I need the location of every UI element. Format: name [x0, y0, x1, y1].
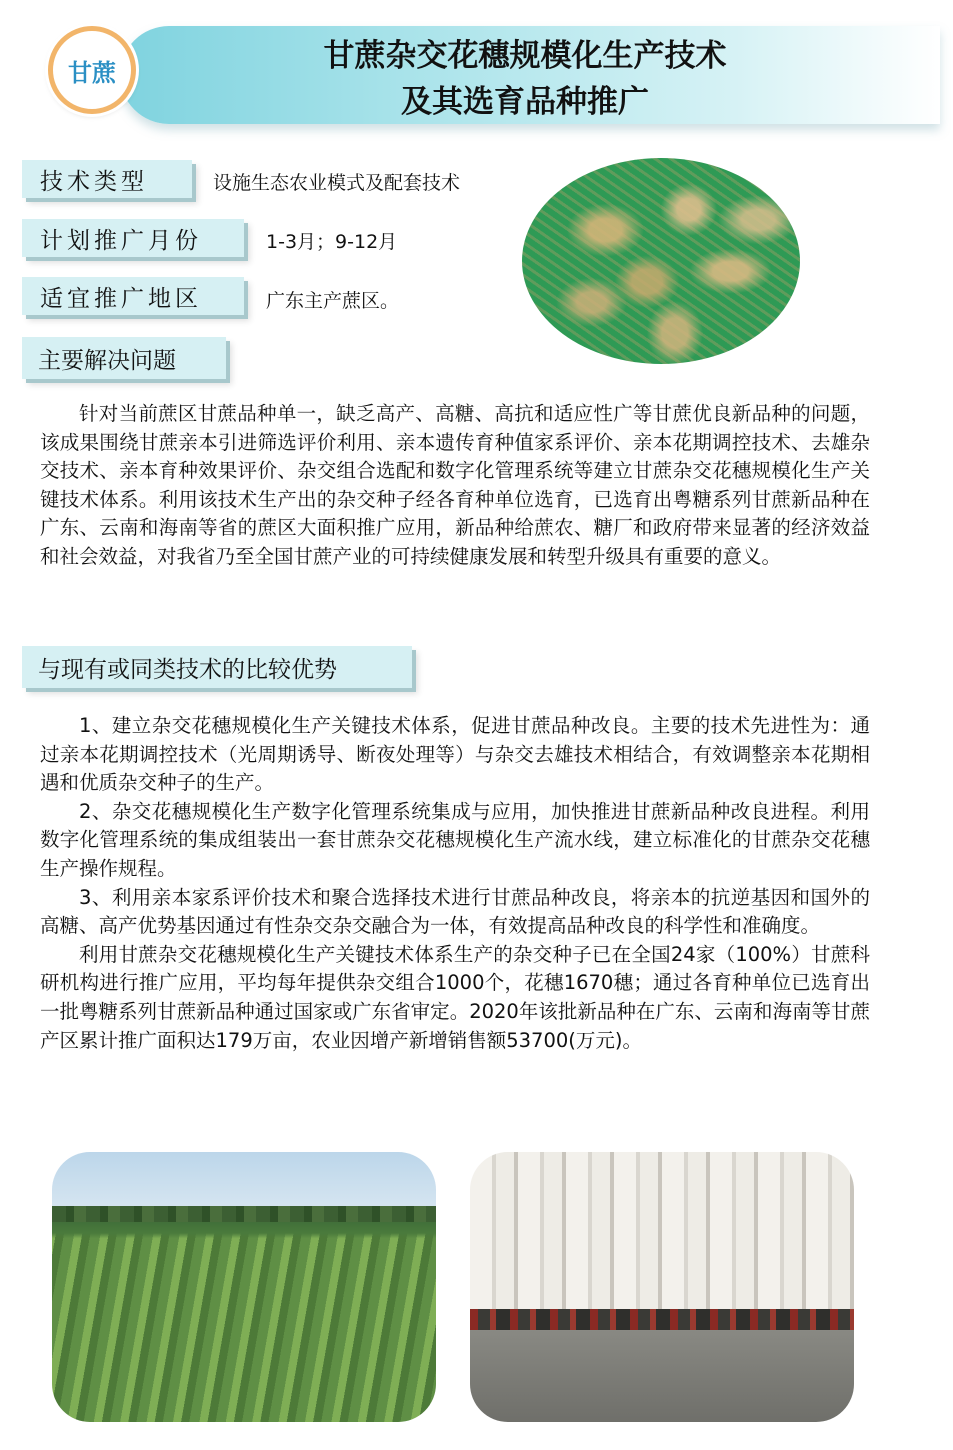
advantage-paragraph-3: 3、利用亲本家系评价技术和聚合选择技术进行甘蔗品种改良，将亲本的抗逆基因和国外的高糖、高产优势基因通过有性杂交杂交融合为一体，有效提高品种改良的科学性和准确度。 — [40, 885, 870, 938]
section-heading-problem-label: 主要解决问题 — [38, 347, 176, 374]
section-heading-problem — [22, 337, 226, 379]
problem-text — [40, 400, 870, 572]
tab-tech-type-label: 技术类型 — [40, 168, 148, 195]
promotion-months-value: 1-3月；9-12月 — [266, 231, 398, 253]
seed-photo — [522, 158, 800, 364]
advantage-paragraph-1: 1、建立杂交花穗规模化生产关键技术体系，促进甘蔗品种改良。主要的技术先进性为：通过亲本花期调控技术（光周期诱导、断夜处理等）与杂交去雄技术相结合，有效调整亲本花期相遇和优质杂交种子的生产。 — [40, 714, 870, 795]
page-title — [200, 33, 850, 125]
tech-type-value: 设施生态农业模式及配套技术 — [213, 172, 461, 194]
greenhouse-photo — [470, 1152, 854, 1422]
promotion-region-value: 广东主产蔗区。 — [266, 290, 400, 312]
sugarcane-field-photo — [52, 1152, 436, 1422]
tab-promotion-region-label: 适宜推广地区 — [40, 285, 202, 312]
problem-paragraph: 针对当前蔗区甘蔗品种单一，缺乏高产、高糖、高抗和适应性广等甘蔗优良新品种的问题，该成果围绕甘蔗亲本引进筛选评价利用、亲本遗传育种值家系评价、亲本花期调控技术、去雄杂交技术、亲本育种效果评价、杂交组合选配和数字化管理系统等建立甘蔗杂交花穗规模化生产关键技术体系。利用该技术生产出的杂交种子经各育种单位选育，已选育出粤糖系列甘蔗新品种在广东、云南和海南等省的蔗区大面积推广应用，新品种给蔗农、糖厂和政府带来显著的经济效益和社会效益，对我省乃至全国甘蔗产业的可持续健康发展和转型升级具有重要的意义。 — [40, 402, 870, 568]
category-badge — [48, 26, 136, 114]
section-heading-advantage-label: 与现有或同类技术的比较优势 — [38, 656, 337, 683]
tab-promotion-months — [22, 219, 244, 257]
advantage-paragraph-2: 2、杂交花穗规模化生产数字化管理系统集成与应用，加快推进甘蔗新品种改良进程。利用数字化管理系统的集成组装出一套甘蔗杂交花穗规模化生产流水线，建立标准化的甘蔗杂交花穗生产操作规程。 — [40, 799, 870, 880]
advantage-text — [40, 712, 870, 1055]
tab-promotion-region — [22, 277, 244, 315]
title-line-2: 及其选育品种推广 — [401, 84, 649, 120]
title-line-1: 甘蔗杂交花穗规模化生产技术 — [323, 38, 727, 74]
tab-tech-type — [22, 160, 192, 198]
tab-promotion-months-label: 计划推广月份 — [40, 227, 202, 254]
advantage-paragraph-4: 利用甘蔗杂交花穗规模化生产关键技术体系生产的杂交种子已在全国24家（100%）甘蔗科研机构进行推广应用，平均每年提供杂交组合1000个，花穗1670穗；通过各育种单位已选育出一批粤糖系列甘蔗新品种通过国家或广东省审定。2020年该批新品种在广东、云南和海南等甘蔗产区累计推广面积达179万亩，农业因增产新增销售额53700(万元)。 — [40, 942, 870, 1052]
category-badge-label: 甘蔗 — [68, 58, 116, 87]
section-heading-advantage — [22, 646, 412, 688]
